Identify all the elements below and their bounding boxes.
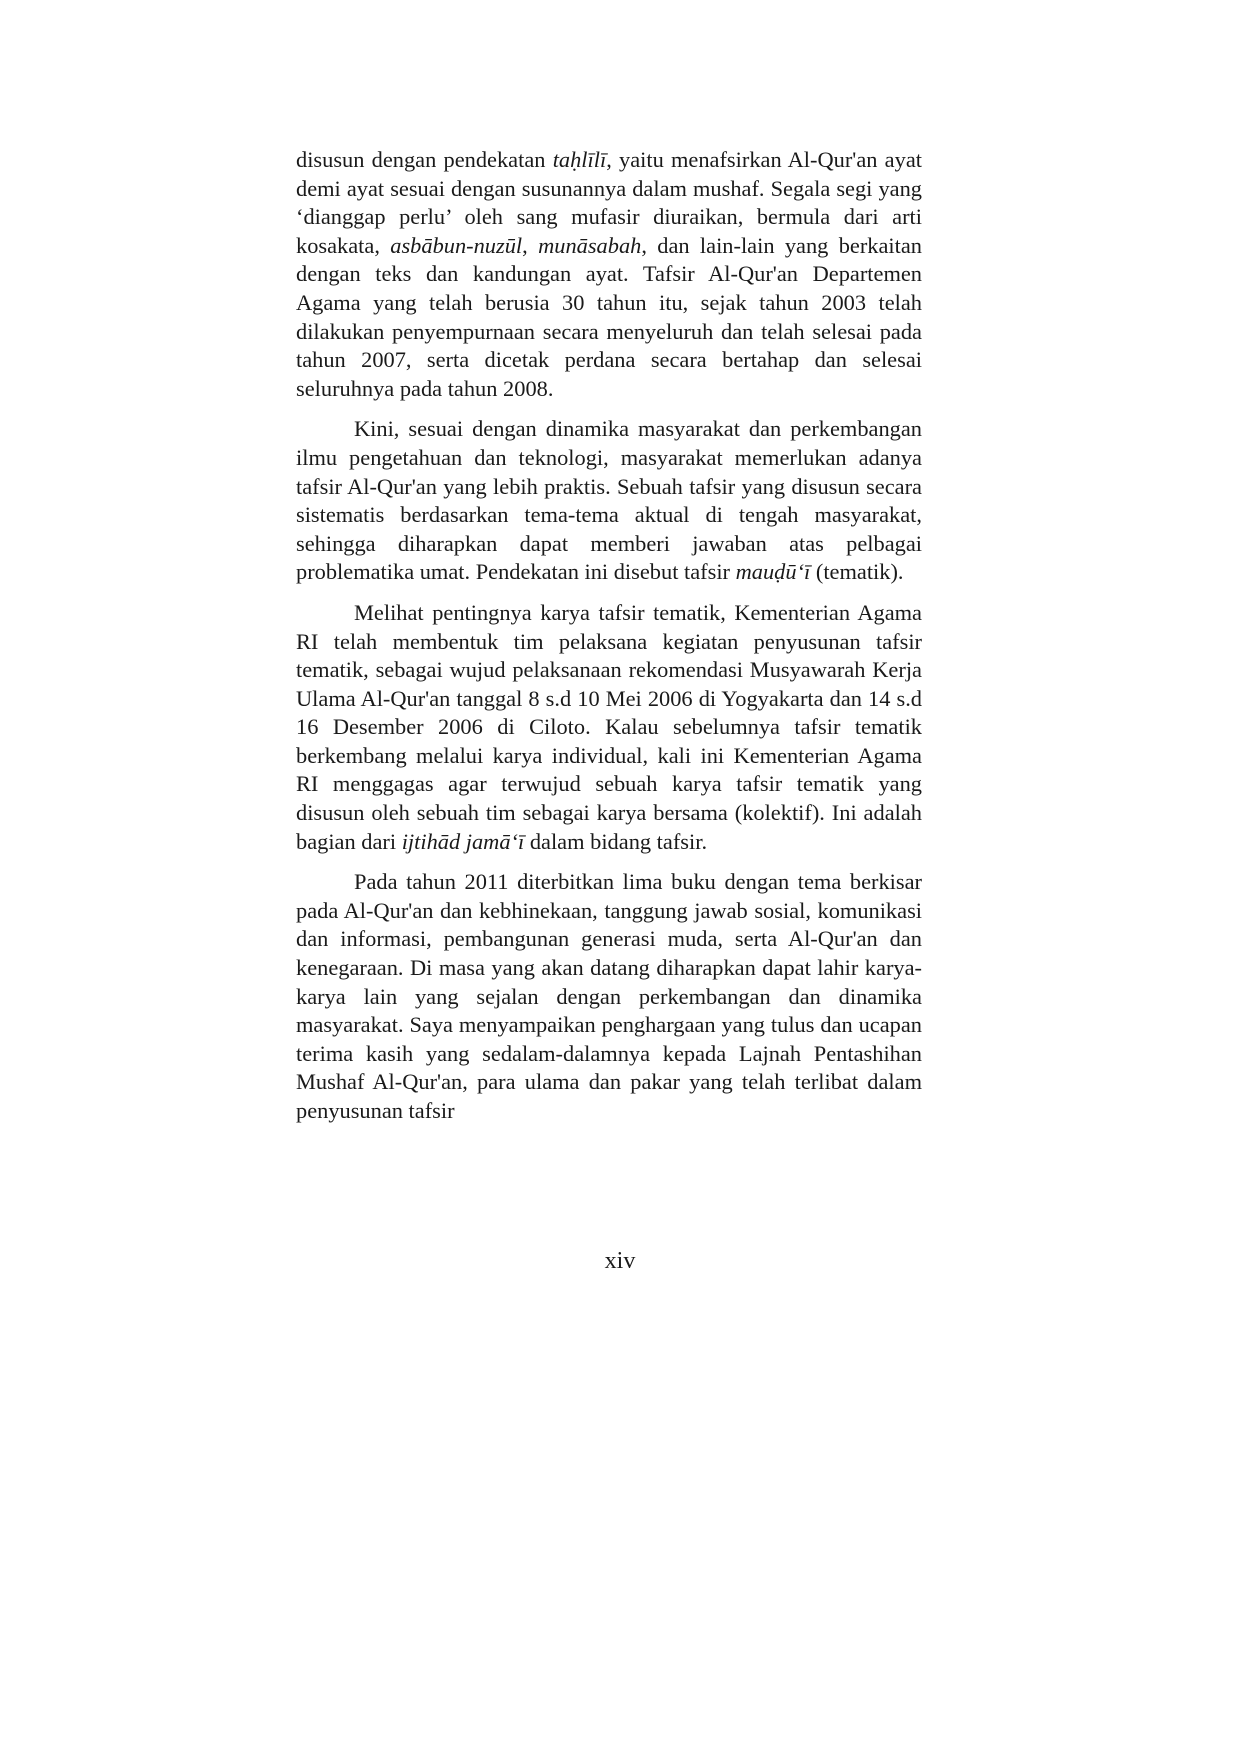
paragraph-3-text-2: dalam bidang tafsir.	[524, 828, 708, 854]
paragraph-1	[296, 146, 922, 403]
paragraph-2-text-1: Kini, sesuai dengan dinamika masyarakat dan perkembangan ilmu pengetahuan dan teknologi, masyarakat memerlukan adanya tafsir Al-Qur'an yang lebih praktis. Sebuah tafsir yang disusun secara sistematis berdasarkan tema-tema aktual di tengah masyarakat, sehingga diharapkan dapat memberi jawaban atas pelbagai problematika umat. Pendekatan ini disebut tafsir	[296, 416, 922, 585]
term-ijtihad-jamai: ijtihād jamā‘ī	[401, 828, 525, 854]
paragraph-4-text-1: Pada tahun 2011 diterbitkan lima buku dengan tema berkisar pada Al-Qur'an dan kebhinekaan, tanggung jawab sosial, komunikasi dan informasi, pembangunan generasi muda, serta Al-Qur'an dan kenegaraan. Di masa yang akan datang diharapkan dapat lahir karya-karya lain yang sejalan dengan perkembangan dan dinamika masyarakat. Saya menyampaikan penghargaan yang tulus dan ucapan terima kasih yang sedalam-dalamnya kepada Lajnah Pentashihan Mushaf Al-Qur'an, para ulama dan pakar yang telah terlibat dalam penyusunan tafsir	[296, 869, 922, 1123]
term-munasabah: munāsabah	[538, 232, 642, 258]
page-body	[296, 146, 922, 1138]
paragraph-3	[296, 599, 922, 856]
paragraph-4	[296, 868, 922, 1125]
paragraph-1-text-4: , dan lain-lain yang berkaitan dengan teks dan kandungan ayat. Tafsir Al-Qur'an Departemen Agama yang telah berusia 30 tahun itu, sejak tahun 2003 telah dilakukan penyempurnaan secara menyeluruh dan telah selesai pada tahun 2007, serta dicetak perdana secara bertahap dan selesai seluruhnya pada tahun 2008.	[296, 232, 923, 401]
paragraph-1-text-1: disusun dengan pendekatan	[296, 147, 553, 172]
term-asbabun-nuzul: asbābun-nuzūl	[390, 232, 523, 258]
paragraph-1-text-2: , yaitu menafsirkan Al-Qur'an ayat demi ayat sesuai dengan susunannya dalam mushaf. Segala segi yang ‘dianggap perlu’ oleh sang mufasir diuraikan, bermula dari arti kosakata,	[296, 147, 922, 258]
paragraph-1-text-3: ,	[522, 232, 539, 258]
paragraph-2	[296, 415, 922, 587]
term-maudui: mauḍū‘ī	[735, 559, 811, 585]
paragraph-2-text-2: (tematik).	[810, 559, 904, 585]
page-number: xiv	[604, 1248, 636, 1274]
term-tahlili: taḥlīlī	[552, 147, 607, 172]
paragraph-3-text-1: Melihat pentingnya karya tafsir tematik, Kementerian Agama RI telah membentuk tim pelaksana kegiatan penyusunan tafsir tematik, sebagai wujud pelaksanaan rekomendasi Musyawarah Kerja Ulama Al-Qur'an tanggal 8 s.d 10 Mei 2006 di Yogyakarta dan 14 s.d 16 Desember 2006 di Ciloto. Kalau sebelumnya tafsir tematik berkembang melalui karya individual, kali ini Kementerian Agama RI menggagas agar terwujud sebuah karya tafsir tematik yang disusun oleh sebuah tim sebagai karya bersama (kolektif). Ini adalah bagian dari	[296, 599, 922, 854]
